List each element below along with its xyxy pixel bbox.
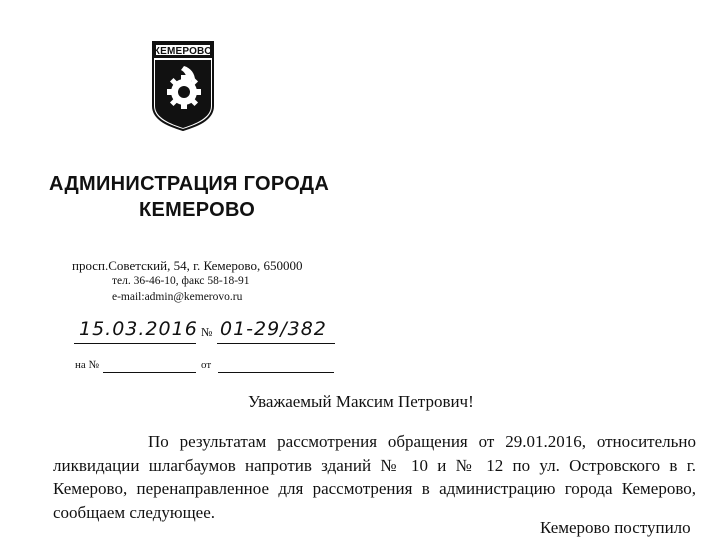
letter-body xyxy=(53,430,696,524)
reference-date-label: от xyxy=(201,359,212,371)
greeting: Уважаемый Максим Петрович! xyxy=(248,392,474,411)
registration-number: 01-29/382 xyxy=(220,318,327,340)
organization-name-line2: КЕМЕРОВО xyxy=(139,199,256,221)
registration-number-sign: № xyxy=(201,325,213,339)
letter-next-line: Кемерово поступило xyxy=(540,518,691,537)
organization-name-line1: АДМИНИСТРАЦИЯ ГОРОДА xyxy=(49,173,330,195)
reference-number-label: на № xyxy=(75,359,100,371)
registration-date: 15.03.2016 xyxy=(79,318,198,340)
address: просп.Советский, 54, г. Кемерово, 650000 xyxy=(72,258,303,273)
registration-date-underline xyxy=(74,343,196,344)
email: e-mail:admin@kemerovo.ru xyxy=(112,291,243,303)
reference-number-line xyxy=(103,372,196,373)
coat-of-arms-title: КЕМЕРОВО xyxy=(153,46,213,57)
letter-paragraph: По результатам рассмотрения обращения от 29.01.2016, относительно ликвидации шлагбаумов напротив зданий № 10 и № 12 по ул. Островского в г. Кемерово, перенаправленное для рассмотрения в администрацию города Кемерово, сообщаем следующее. xyxy=(53,432,696,522)
reference-date-line xyxy=(218,372,334,373)
registration-number-underline xyxy=(217,343,335,344)
phone-fax: тел. 36-46-10, факс 58-18-91 xyxy=(112,275,250,287)
